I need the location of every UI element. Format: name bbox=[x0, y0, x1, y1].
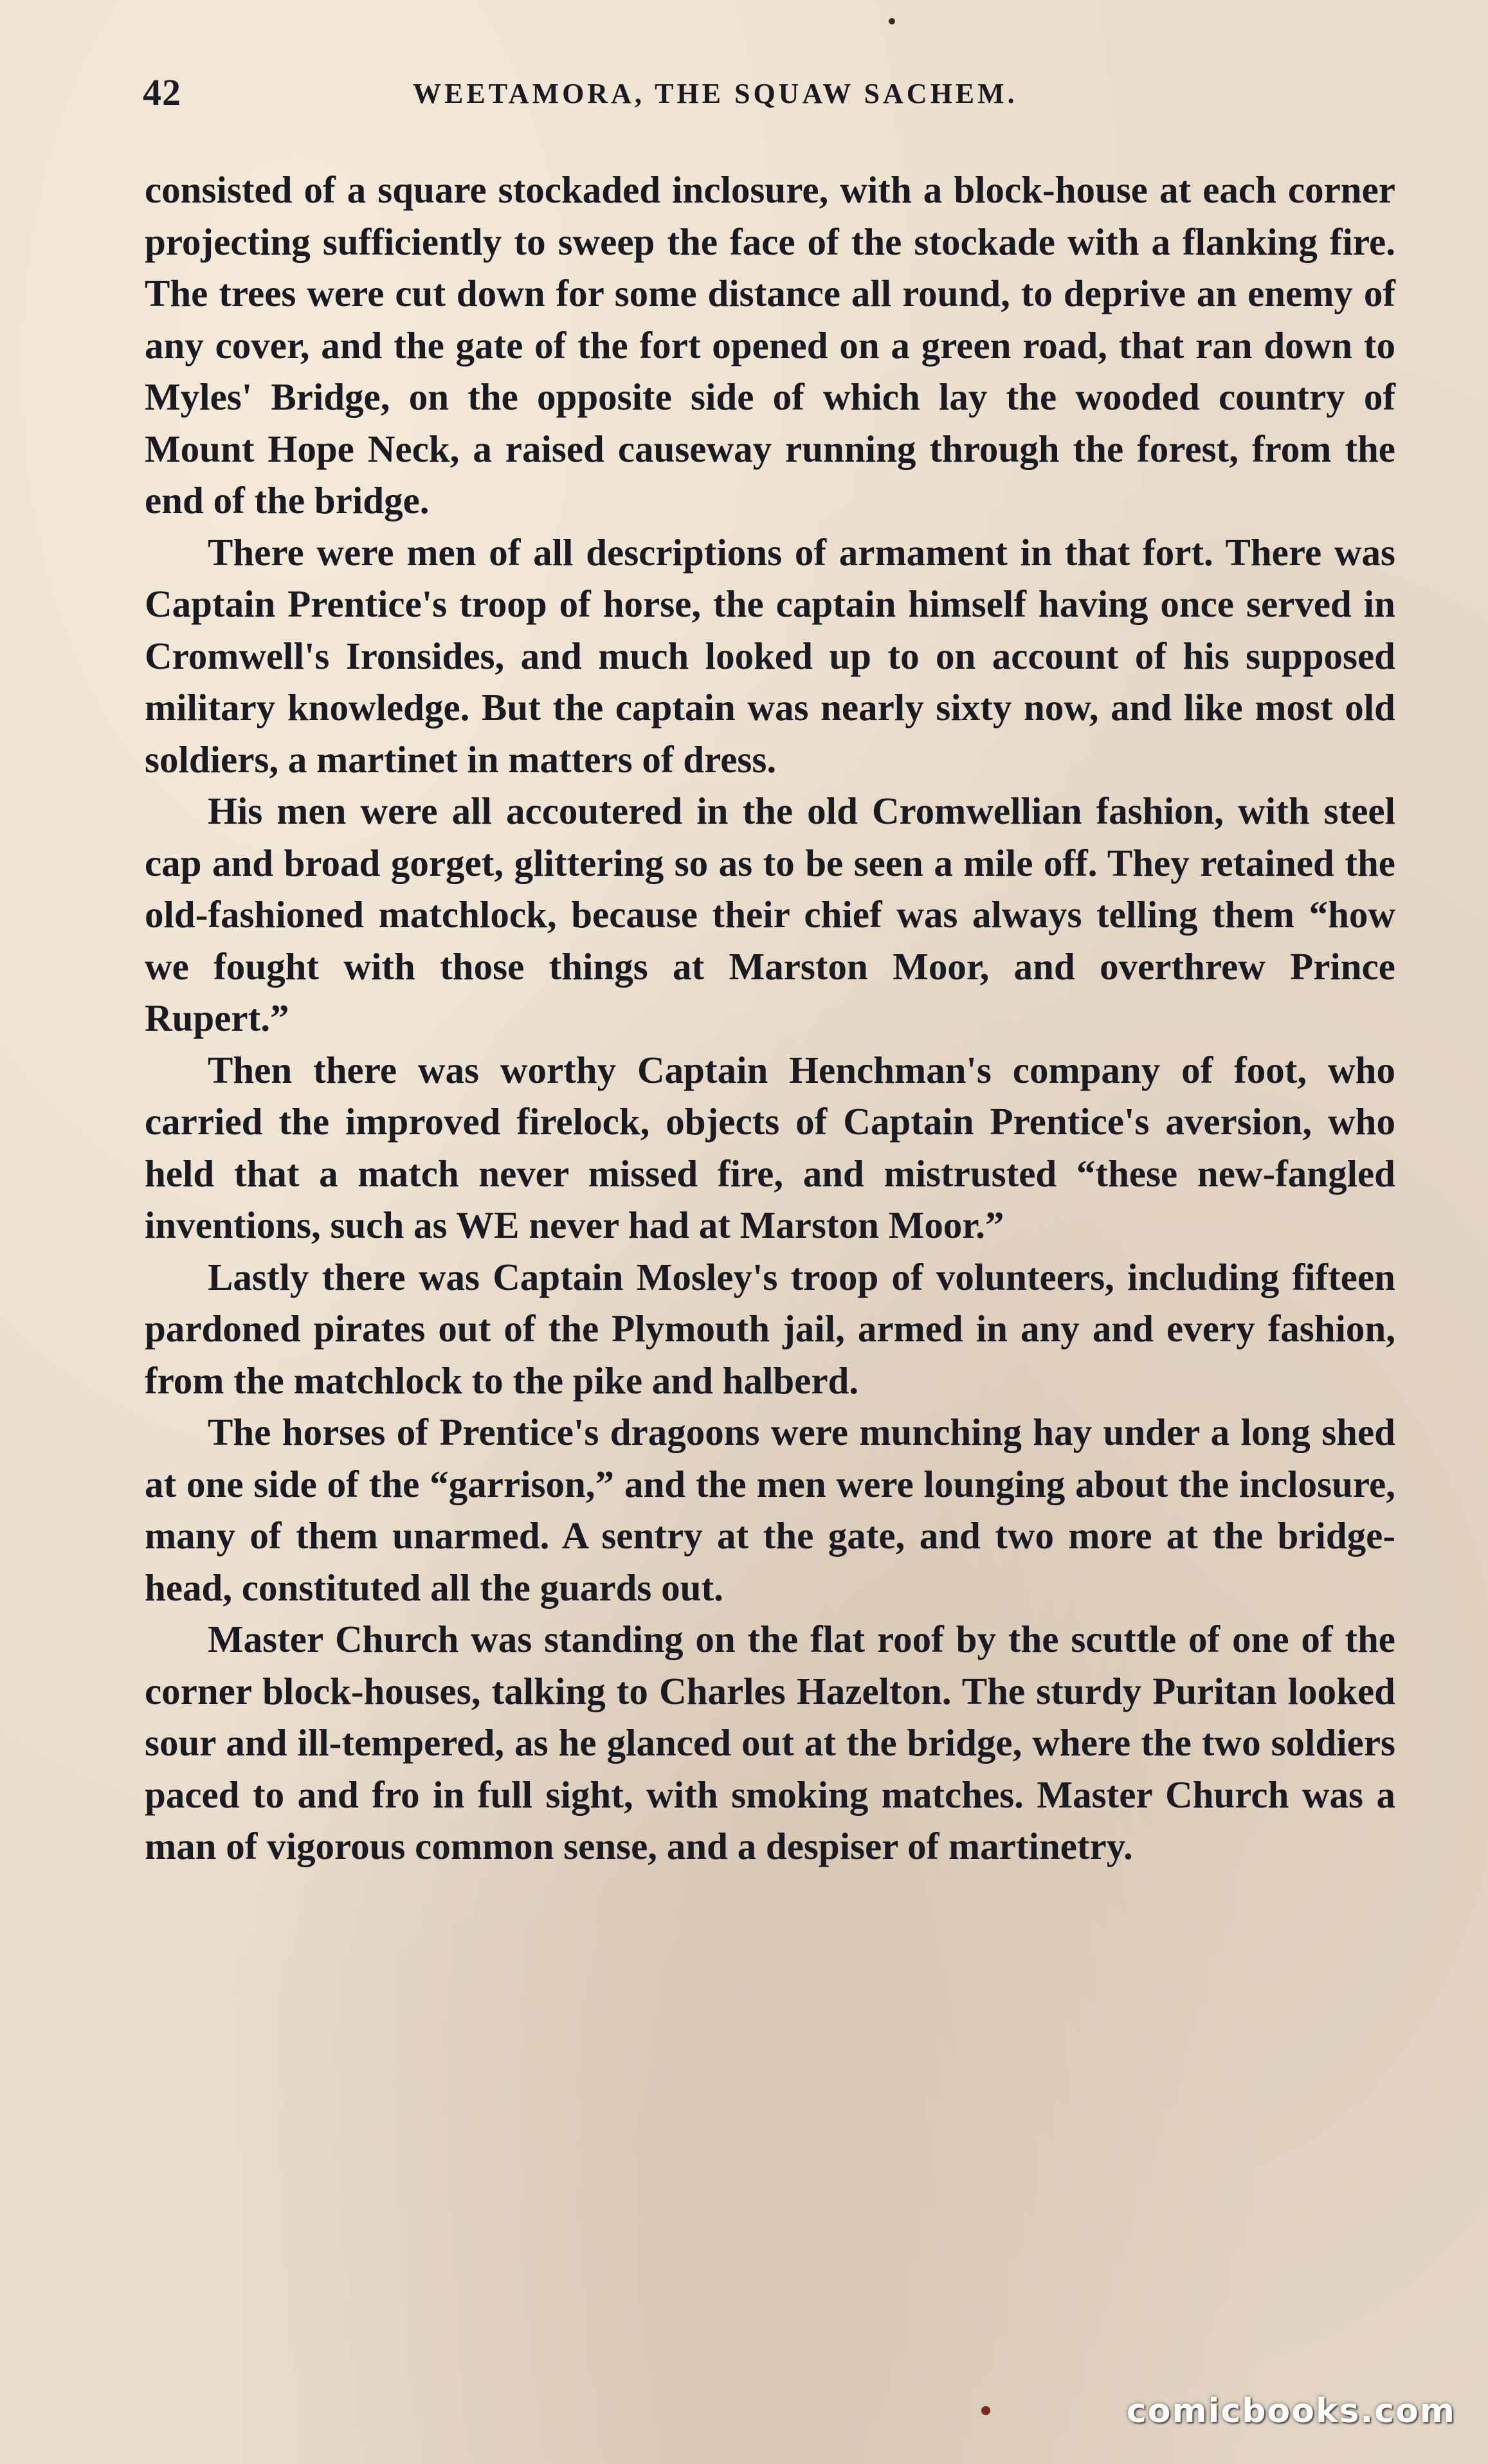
running-header bbox=[143, 71, 1397, 129]
paragraph: Master Church was standing on the flat roof by the scuttle of one of the corner block-houses, talking to Charles Hazelton. The sturdy Puritan looked sour and ill-tempered, as he glanced out at the bridge, where the two soldiers paced to and fro in full sight, with smoking matches. Master Church was a man of vigorous common sense, and a despiser of martinetry. bbox=[145, 1618, 1395, 1867]
page-number: 42 bbox=[143, 71, 181, 113]
running-title: WEETAMORA, THE SQUAW SACHEM. bbox=[413, 78, 1018, 109]
paragraph: His men were all accoutered in the old Cromwellian fashion, with steel cap and broad gorget, glittering so as to be seen a mile off. They retained the old-fashioned matchlock, because their chief was always telling them “how we fought with those things at Marston Moor, and overthrew Prince Rupert.” bbox=[145, 790, 1395, 1039]
paragraph: consisted of a square stockaded inclosure, with a block-house at each corner projecting sufficiently to sweep the face of the stockade with a flanking fire. The trees were cut down for some distance all round, to deprive an enemy of any cover, and the gate of the fort opened on a green road, that ran down to Myles' Bridge, on the opposite side of which lay the wooded country of Mount Hope Neck, a raised causeway running through the forest, from the end of the bridge. bbox=[145, 168, 1395, 521]
paragraph: Then there was worthy Captain Henchman's company of foot, who carried the improved firelock, objects of Captain Prentice's aversion, who held that a match never missed fire, and mistrusted “these new-fangled inventions, such as WE never had at Marston Moor.” bbox=[145, 1048, 1395, 1246]
watermark: comicbooks.com bbox=[1126, 2392, 1456, 2431]
ink-speck bbox=[981, 2406, 990, 2415]
paragraph: Lastly there was Captain Mosley's troop of volunteers, including fifteen pardoned pirates out of the Plymouth jail, armed in any and every fashion, from the matchlock to the pike and halberd. bbox=[145, 1255, 1395, 1402]
paragraph: There were men of all descriptions of armament in that fort. There was Captain Prentice's troop of horse, the captain himself having once served in Cromwell's Ironsides, and much looked up to on account of his supposed military knowledge. But the captain was nearly sixty now, and like most old soldiers, a martinet in matters of dress. bbox=[145, 530, 1395, 781]
paragraph: The horses of Prentice's dragoons were munching hay under a long shed at one side of the “garrison,” and the men were lounging about the inclosure, many of them unarmed. A sentry at the gate, and two more at the bridge-head, constituted all the guards out. bbox=[145, 1411, 1395, 1609]
ink-speck bbox=[889, 18, 895, 24]
body-text bbox=[145, 164, 1395, 1872]
